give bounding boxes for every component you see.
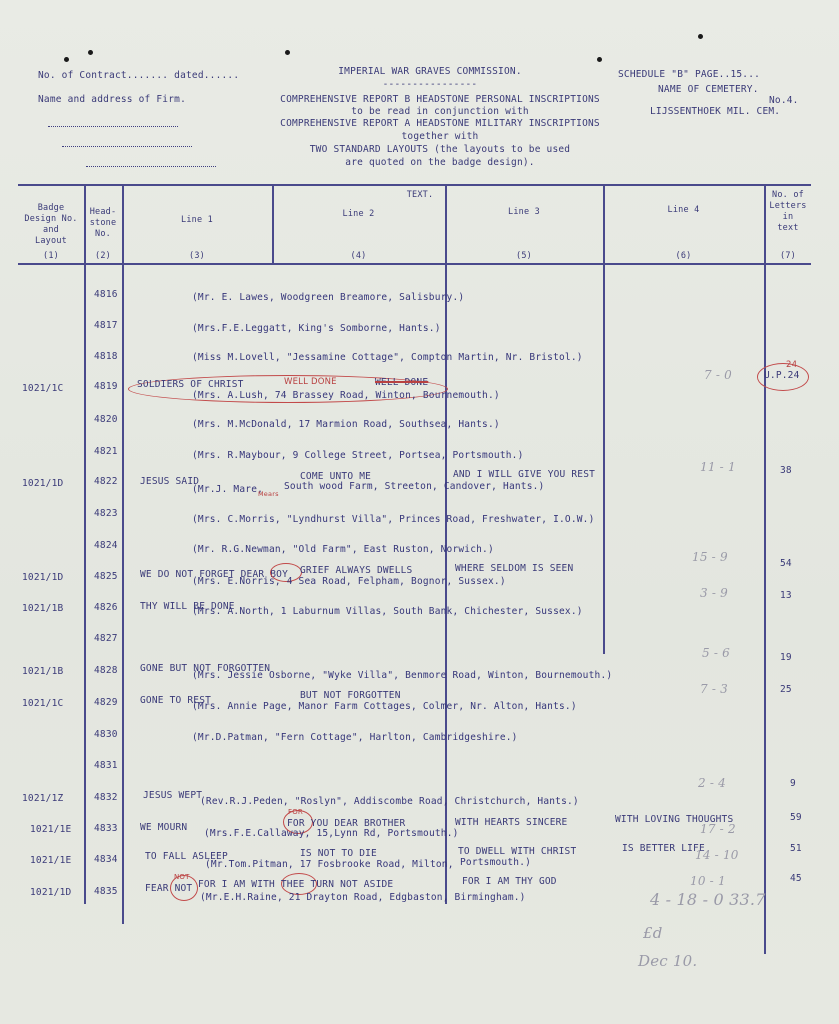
inscription-line-3: FOR I AM THY GOD [462, 876, 557, 887]
contract-line: No. of Contract....... dated...... [38, 70, 240, 81]
punch-hole [88, 50, 93, 55]
relative-address: (Mr. R.G.Newman, "Old Farm", East Ruston, Norwich.) [192, 544, 494, 555]
relative-address: (Mrs.F.E.Callaway, 15,Lynn Rd, Portsmouth.) [204, 828, 459, 839]
pencil-annotation: 15 - 9 [692, 550, 728, 564]
relative-address: (Mr.E.H.Raine, 21 Drayton Road, Edgbaston, Birmingham.) [200, 892, 526, 903]
badge-design: 1021/1D [30, 887, 72, 898]
pencil-annotation: 17 - 2 [700, 822, 736, 836]
cemetery-label: NAME OF CEMETERY. [658, 84, 759, 95]
subtitle-line: to be read in conjunction with [351, 106, 529, 117]
headstone-number: 4825 [94, 571, 118, 582]
inscription-line-3: WITH HEARTS SINCERE [455, 817, 568, 828]
headstone-number: 4823 [94, 508, 118, 519]
header-headstone-no: stone [89, 218, 117, 228]
headstone-number: 4820 [94, 414, 118, 425]
badge-design: 1021/1Z [22, 793, 64, 804]
letter-count: 54 [780, 558, 792, 569]
letter-count: 45 [790, 873, 802, 884]
badge-design: 1021/1B [22, 666, 64, 677]
relative-address: (Mr.Tom.Pitman, 17 Fosbrooke Road, Milton, [205, 859, 454, 870]
letter-count: 38 [780, 465, 792, 476]
pencil-annotation: 14 - 10 [695, 848, 739, 862]
badge-design: 1021/1D [22, 478, 64, 489]
firm-dotted-line [62, 146, 192, 147]
subtitle-line: COMPREHENSIVE REPORT B HEADSTONE PERSONAL INSCRIPTIONS [280, 94, 600, 105]
letter-count: 19 [780, 652, 792, 663]
inscription-line-3: AND I WILL GIVE YOU REST [453, 469, 596, 480]
pencil-date: Dec 10. [638, 952, 698, 970]
headstone-number: 4822 [94, 476, 118, 487]
header-badge-design: and [43, 225, 59, 235]
column-number: (5) [516, 251, 532, 261]
headstone-number: 4816 [94, 289, 118, 300]
relative-address: (Mrs. Jessie Osborne, "Wyke Villa", Benmore Road, Winton, Bournemouth.) [192, 670, 613, 681]
badge-design: 1021/1C [22, 383, 64, 394]
inscription-line-4: WITH LOVING THOUGHTS [615, 814, 734, 825]
handwritten-correction: 24 [786, 360, 798, 370]
headstone-number: 4832 [94, 792, 118, 803]
inscription-line-1: SOLDIERS OF CHRIST [137, 379, 244, 390]
relative-address: (Mrs. Annie Page, Manor Farm Cottages, Colmer, Nr. Alton, Hants.) [192, 701, 577, 712]
punch-hole [597, 57, 602, 62]
subtitle-line: TWO STANDARD LAYOUTS (the layouts to be used [309, 144, 571, 155]
headstone-number: 4821 [94, 446, 118, 457]
column-number: (2) [95, 251, 111, 261]
header-letter-count: No. of [772, 190, 804, 200]
handwritten-correction: FOR [288, 808, 303, 816]
inscription-line-1: WE MOURN [140, 822, 188, 833]
punch-hole [64, 57, 69, 62]
inscription-line-2: COME UNTO ME [300, 471, 372, 482]
headstone-number: 4828 [94, 665, 118, 676]
inscription-line-1: THY WILL BE DONE [140, 601, 235, 612]
column-number: (1) [43, 251, 59, 261]
pencil-annotation: 2 - 4 [698, 776, 726, 790]
pencil-annotation: 5 - 6 [702, 646, 730, 660]
inscription-line-1: JESUS SAID [140, 476, 200, 487]
handwritten-correction: NOT [174, 873, 190, 881]
title-rule: ---------------- [382, 79, 478, 90]
subtitle-line: are quoted on the badge design). [345, 157, 535, 168]
header-letter-count: Letters [769, 201, 807, 211]
inscription-line-3: WHERE SELDOM IS SEEN [455, 563, 574, 574]
inscription-line-1: GONE TO REST [140, 695, 212, 706]
relative-address: (Mrs.F.E.Leggatt, King's Somborne, Hants.) [192, 323, 441, 334]
letter-count: U.P.24 [764, 370, 800, 381]
headstone-number: 4833 [94, 823, 118, 834]
badge-design: 1021/1C [22, 698, 64, 709]
relative-address: Portsmouth.) [460, 857, 532, 868]
relative-address: (Rev.R.J.Peden, "Roslyn", Addiscombe Road, Christchurch, Hants.) [200, 796, 579, 807]
headstone-number: 4835 [94, 886, 118, 897]
header-badge-design: Design No. [24, 214, 78, 224]
punch-hole [285, 50, 290, 55]
headstone-number: 4818 [94, 351, 118, 362]
headstone-number: 4827 [94, 633, 118, 644]
letter-count: 9 [790, 778, 796, 789]
column-divider [122, 184, 124, 924]
inscription-line-3: TO DWELL WITH CHRIST [458, 846, 577, 857]
header-line-2: Line 2 [342, 209, 375, 219]
badge-design: 1021/1E [30, 855, 72, 866]
column-divider [84, 184, 86, 904]
headstone-number: 4817 [94, 320, 118, 331]
inscription-line-2: FOR YOU DEAR BROTHER [287, 818, 406, 829]
letter-count: 13 [780, 590, 792, 601]
header-headstone-no: Head- [89, 207, 117, 217]
pencil-annotation: 3 - 9 [700, 586, 728, 600]
headstone-number: 4831 [94, 760, 118, 771]
inscription-line-1: GONE BUT NOT FORGOTTEN [140, 663, 271, 674]
relative-address: (Mrs. M.McDonald, 17 Marmion Road, Southsea, Hants.) [192, 419, 500, 430]
letter-count: 59 [790, 812, 802, 823]
relative-address: (Mrs. A.North, 1 Laburnum Villas, South Bank, Chichester, Sussex.) [192, 606, 583, 617]
pencil-annotation: 11 - 1 [700, 460, 736, 474]
headstone-number: 4834 [94, 854, 118, 865]
column-number: (7) [780, 251, 796, 261]
relative-address: (Mr. E. Lawes, Woodgreen Breamore, Salisbury.) [192, 292, 465, 303]
handwritten-correction: Mears [258, 490, 279, 498]
badge-design: 1021/1B [22, 603, 64, 614]
badge-design: 1021/1E [30, 824, 72, 835]
cemetery-name: LIJSSENTHOEK MIL. CEM. [650, 106, 781, 117]
header-badge-design: Layout [35, 236, 67, 246]
headstone-number: 4826 [94, 602, 118, 613]
relative-address: (Mrs. A.Lush, 74 Brassey Road, Winton, Bournemouth.) [192, 390, 500, 401]
table-header-rule [18, 263, 811, 265]
table-top-rule [18, 184, 811, 186]
headstone-number: 4830 [94, 729, 118, 740]
letter-count: 51 [790, 843, 802, 854]
relative-address: (Mr.D.Patman, "Fern Cottage", Harlton, Cambridgeshire.) [192, 732, 518, 743]
header-line-3: Line 3 [508, 207, 540, 217]
inscription-line-1: WE DO NOT FORGET DEAR BOY [140, 569, 288, 580]
pencil-total: 4 - 18 - 0 33.7 [650, 890, 766, 909]
relative-address: (Mr.J. Mare, [192, 484, 264, 495]
header-headstone-no: No. [95, 229, 111, 239]
inscription-line-1: JESUS WEPT [143, 790, 203, 801]
inscription-line-1: TO FALL ASLEEP [145, 851, 228, 862]
header-line-1: Line 1 [181, 215, 213, 225]
inscription-line-1: FEAR NOT [145, 883, 193, 894]
relative-address: (Miss M.Lovell, "Jessamine Cottage", Compton Martin, Nr. Bristol.) [192, 352, 583, 363]
header-badge-design: Badge [37, 203, 65, 213]
cemetery-number: No.4. [769, 95, 799, 106]
firm-label: Name and address of Firm. [38, 94, 186, 105]
headstone-number: 4824 [94, 540, 118, 551]
pencil-annotation: 7 - 3 [700, 682, 728, 696]
subtitle-line: COMPREHENSIVE REPORT A HEADSTONE MILITARY INSCRIPTIONS [280, 118, 600, 129]
punch-hole [698, 34, 703, 39]
inscription-line-2: WELL DONE [375, 377, 429, 388]
letter-count: 25 [780, 684, 792, 695]
pencil-annotation: 7 - 0 [704, 368, 732, 382]
column-number: (3) [189, 251, 205, 261]
header-letter-count: in [782, 212, 794, 222]
header-line-4: Line 4 [667, 205, 700, 215]
page-title: IMPERIAL WAR GRAVES COMMISSION. [338, 66, 522, 77]
badge-design: 1021/1D [22, 572, 64, 583]
pencil-annotation: 10 - 1 [690, 874, 726, 888]
inscription-line-2: FOR I AM WITH THEE TURN NOT ASIDE [198, 879, 394, 890]
handwritten-correction: WELL DONE [284, 377, 337, 387]
subtitle-line: together with [401, 131, 479, 142]
column-number: (4) [350, 251, 367, 261]
relative-address: (Mrs. C.Morris, "Lyndhurst Villa", Princes Road, Freshwater, I.O.W.) [192, 514, 595, 525]
headstone-number: 4819 [94, 381, 118, 392]
column-divider [764, 184, 766, 954]
relative-address: (Mrs. E.Norris, 4 Sea Road, Felpham, Bognor, Sussex.) [192, 576, 506, 587]
schedule-label: SCHEDULE "B" PAGE..15... [618, 69, 761, 80]
inscription-line-2: GRIEF ALWAYS DWELLS [300, 565, 413, 576]
header-text-group: TEXT. [406, 190, 434, 200]
firm-dotted-line [48, 126, 178, 127]
relative-address: South wood Farm, Streeton, Candover, Hants.) [284, 481, 545, 492]
header-letter-count: text [777, 223, 799, 233]
relative-address: (Mrs. R.Maybour, 9 College Street, Portsea, Portsmouth.) [192, 450, 524, 461]
inscription-line-4: IS BETTER LIFE [622, 843, 705, 854]
inscription-line-2: IS NOT TO DIE [300, 848, 377, 859]
column-number: (6) [675, 251, 692, 261]
firm-dotted-line [86, 166, 216, 167]
pencil-initials: £d [643, 924, 663, 942]
headstone-number: 4829 [94, 697, 118, 708]
inscription-line-2: BUT NOT FORGOTTEN [300, 690, 401, 701]
